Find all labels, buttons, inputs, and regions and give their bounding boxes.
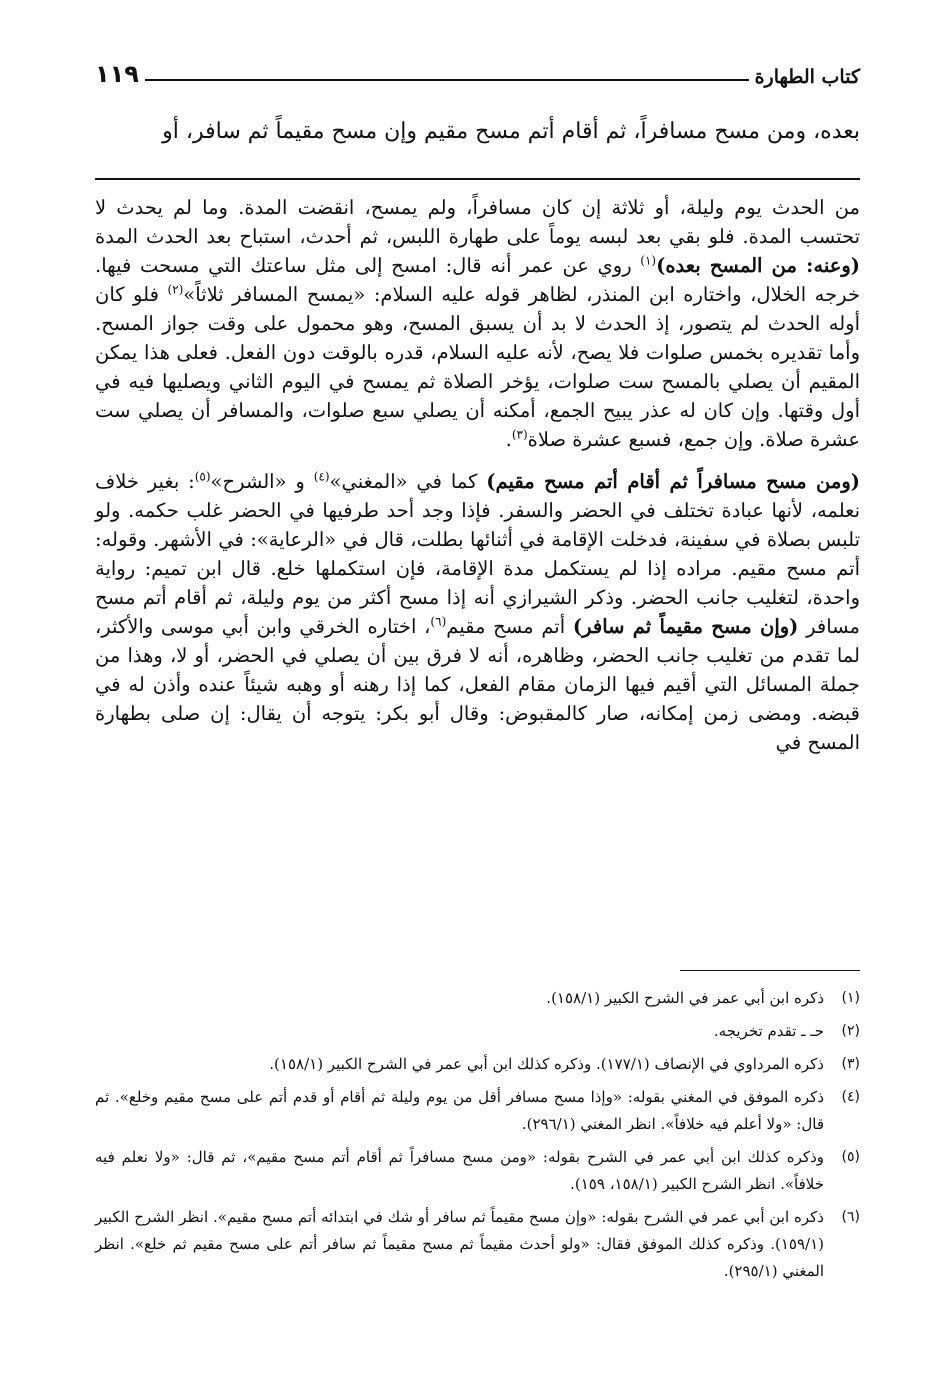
matn-quote: (وإن مسح مقيماً ثم سافر) <box>572 615 799 638</box>
footnote <box>95 1144 860 1198</box>
header-book-title: كتاب الطهارة <box>754 66 860 88</box>
text-run: كما في «المغني» <box>329 470 487 493</box>
footnote-ref: (٦) <box>430 614 447 629</box>
text-run: من الحدث يوم وليلة، أو ثلاثة إن كان مسافراً، ولم يمسح، انقضت المدة. وما لم يحدث لا تحتسب المدة. فلو بقي بعد لبسه يوماً على طهارة اللبس، ثم أحدث، استباح بعد الحدث المدة <box>95 196 860 248</box>
text-run: أتم مسح مقيم <box>446 615 573 638</box>
text-run: فلو كان أوله الحدث لم يتصور، إذ الحدث لا بد أن يسبق المسح، وهو محمول على وقت جواز المسح. وأما تقديره بخمس صلوات فلا يصح، لأنه عليه السلام، قدره بالوقت دون الفعل. فعلى هذا يمكن المقيم أن يصلي بالمسح ست صلوات، يؤخر الصلاة ثم يمسح في اليوم الثاني ويصليها فيه في أول وقتها. وإن كان له عذر يبيح الجمع، أمكنه أن يصلي سبع صلوات، والمسافر أن يصلي ست عشرة صلاة. وإن جمع، فسبع عشرة صلاة <box>95 283 860 451</box>
footnote-ref: (٢) <box>167 282 184 297</box>
footnote-number: (٥) <box>841 1149 860 1165</box>
matn-text: بعده، ومن مسح مسافراً، ثم أقام أتم مسح مقيم وإن مسح مقيماً ثم سافر، أو <box>162 119 860 144</box>
footnote-text: وذكره كذلك ابن أبي عمر في الشرح بقوله: «ومن مسح مسافراً ثم أقام أتم مسح مقيم»، ثم قال: «ولا نعلم فيه خلافاً». انظر الشرح الكبير (١٥٨/١، ١٥٩). <box>95 1148 824 1193</box>
footnote <box>95 1051 860 1078</box>
footnote-ref: (٣) <box>511 427 528 442</box>
footnote-ref: (٥) <box>194 469 211 484</box>
footnote-separator <box>680 970 860 971</box>
text-run: : بغير خلاف نعلمه، لأنها عبادة تختلف في الحضر والسفر. فإذا وجد أحد طرفيها في الحضر غلب حكمه. ولو تلبس بصلاة في سفينة، فدخلت الإقامة في أثنائها بطلت، قال في «الرعاية»: في الأشهر. وقوله: أتم مسح مقيم. مراده إذا لم يستكمل مدة الإقامة، فإن استكملها خلع. قال ابن تميم: رواية واحدة، لتغليب جانب الحضر. وذكر الشيرازي أنه إذا مسح أكثر من يوم وليلة، ثم أقام أتم مسح مسافر <box>95 470 861 638</box>
footnote-text: ذكره الموفق في المغني بقوله: «وإذا مسح مسافر أقل من يوم وليلة ثم أقام أو قدم أتم على مسح مقيم وخلع». ثم قال: «ولا أعلم فيه خلافاً». انظر المغني (٢٩٦/١). <box>95 1088 824 1133</box>
page-number: ١١٩ <box>95 60 139 88</box>
text-run: روي عن عمر أنه قال: امسح إلى مثل ساعتك التي مسحت فيها. خرجه الخلال، واختاره ابن المنذر، لظاهر قوله عليه السلام: «يمسح المسافر ثلاثاً» <box>95 254 860 306</box>
matn-quote: (ومن مسح مسافراً ثم أقام أتم مسح مقيم) <box>486 470 860 493</box>
commentary-paragraph-2 <box>95 467 860 757</box>
footnote-text: حـ ـ تقدم تخريجه. <box>713 1022 824 1040</box>
footnote-number: (٢) <box>841 1023 860 1039</box>
footnote <box>95 1018 860 1045</box>
footnote-number: (٤) <box>841 1089 860 1105</box>
footnote <box>95 1204 860 1285</box>
commentary-paragraph-1 <box>95 193 860 454</box>
footnote-number: (٣) <box>841 1056 860 1072</box>
footnote-text: ذكره المرداوي في الإنصاف (١٧٧/١). وذكره كذلك ابن أبي عمر في الشرح الكبير (١٥٨/١). <box>269 1055 824 1073</box>
text-run: . <box>505 428 512 451</box>
footnote-number: (١) <box>841 990 860 1006</box>
footnotes <box>95 985 860 1291</box>
footnote-ref: (٤) <box>313 469 330 484</box>
footnote-number: (٦) <box>841 1209 860 1225</box>
footnote-ref: (١) <box>640 253 657 268</box>
text-run: و «الشرح» <box>210 470 314 493</box>
header-rule <box>145 79 749 81</box>
footnote-text: ذكره ابن أبي عمر في الشرح بقوله: «وإن مسح مقيماً ثم سافر أو شك في ابتدائه أتم مسح مقيم». انظر الشرح الكبير (١٥٩/١). وذكره كذلك الموفق فقال: «ولو أحدث مقيماً ثم مسح مقيماً ثم سافر أتم على مسح مقيم ثم خلع». انظر المغني (٢٩٥/١). <box>95 1208 824 1280</box>
footnote-text: ذكره ابن أبي عمر في الشرح الكبير (١٥٨/١). <box>546 989 824 1007</box>
footnote <box>95 1084 860 1138</box>
matn-separator <box>95 178 860 180</box>
running-header <box>95 52 860 88</box>
matn-quote: (وعنه: من المسح بعده) <box>656 254 860 277</box>
commentary <box>95 193 860 757</box>
footnote <box>95 985 860 1012</box>
text-run: ، اختاره الخرقي وابن أبي موسى والأكثر، لما تقدم من تغليب جانب الحضر، وظاهره، أنه لا فرق بين أن يصلي في الحضر، أو لا، وهذا من جملة المسائل التي أقيم فيها الزمان مقام الفعل، كما إذا رهنه أو وهبه شيئاً عنده وأذن له في قبضه. ومضى زمن إمكانه، صار كالمقبوض: وقال أبو بكر: يتوجه أن يقال: إن صلى بطهارة المسح في <box>95 615 860 754</box>
